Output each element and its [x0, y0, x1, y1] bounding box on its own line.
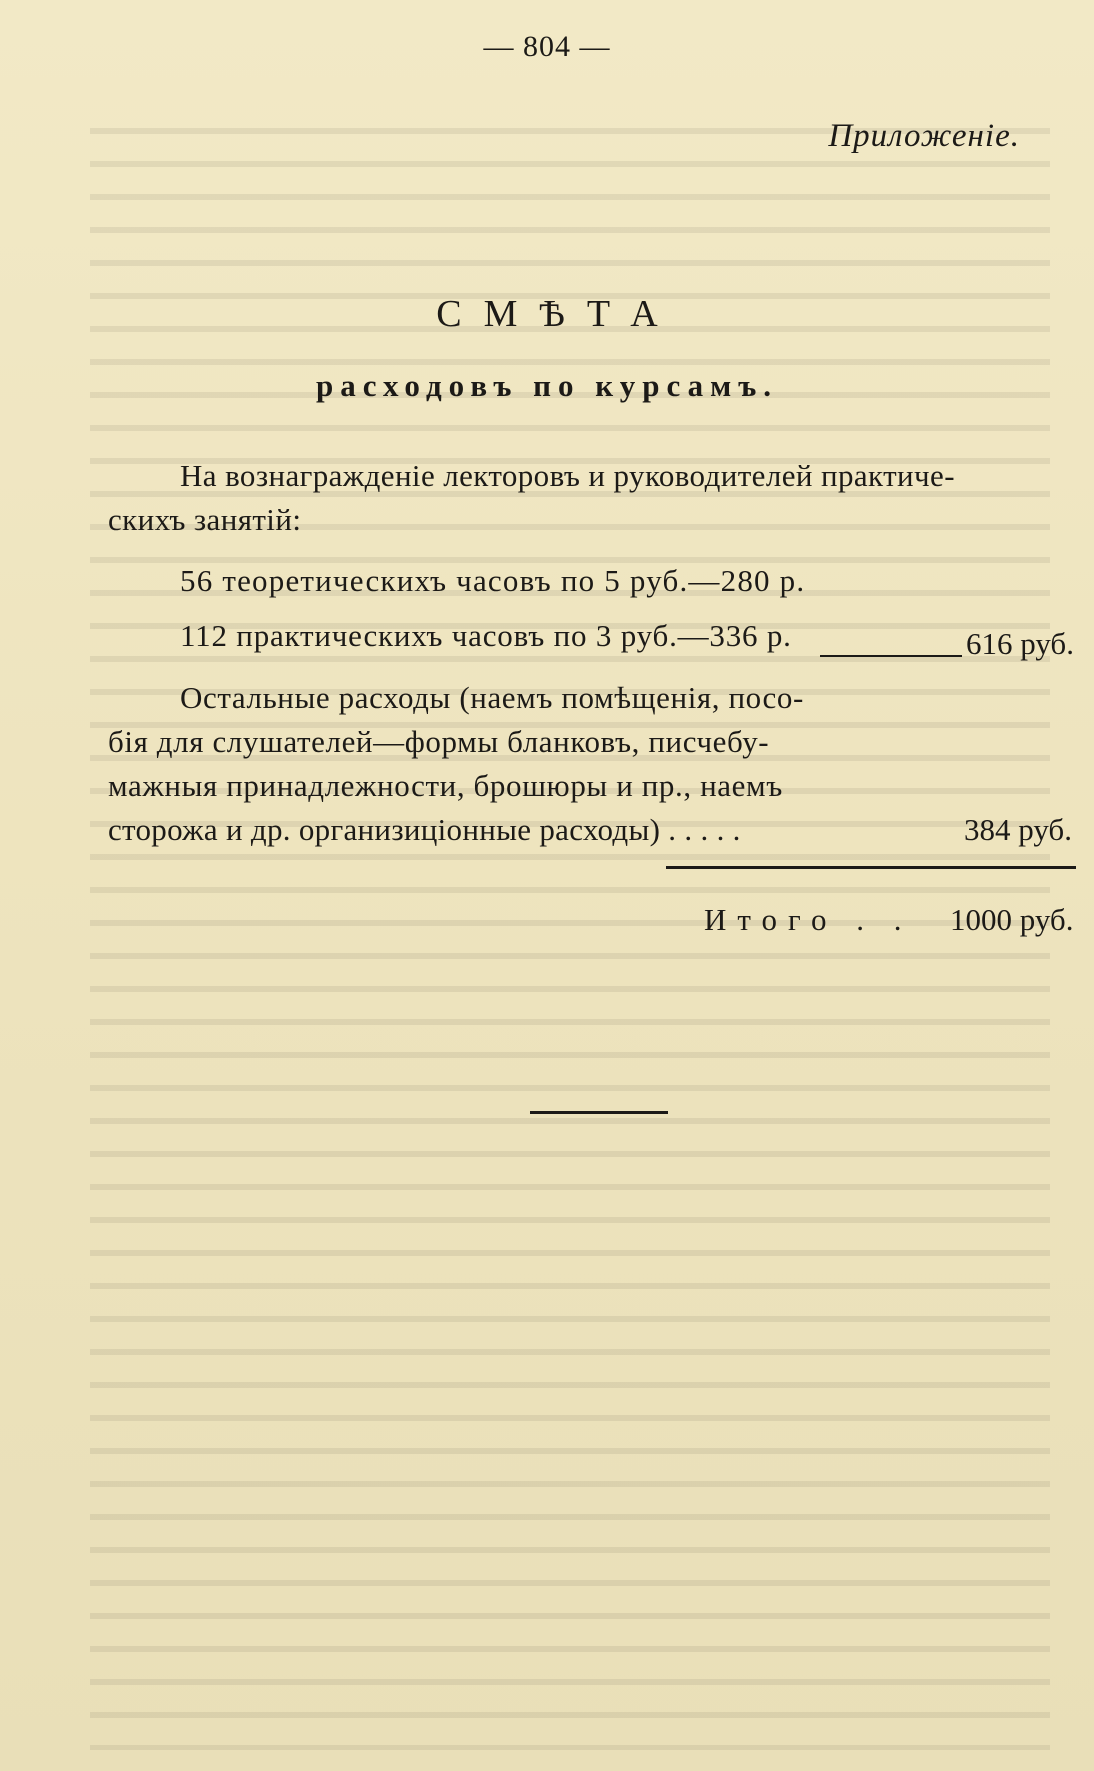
other-expenses-line-3: мажныя принадлежности, брошюры и пр., наемъ: [108, 768, 783, 803]
item-theoretical-hours: 56 теоретическихъ часовъ по 5 руб.—280 р.: [180, 563, 806, 598]
intro-line-1: На вознагражденіе лекторовъ и руководителей практиче-: [180, 458, 955, 493]
lecturers-total: 616 руб.: [966, 626, 1074, 661]
estimate-subtitle: расходовъ по курсамъ.: [315, 368, 779, 403]
appendix-label: Приложеніе.: [828, 118, 1020, 154]
estimate-title: СМѢТА: [436, 293, 680, 335]
grand-total: 1000 руб.: [950, 902, 1074, 937]
subtotal-underline: [820, 655, 962, 657]
total-label: Итого . .: [704, 902, 913, 937]
item-practical-hours: 112 практическихъ часовъ по 3 руб.—336 р.: [180, 618, 792, 653]
intro-line-2: скихъ занятій:: [108, 502, 302, 537]
other-expenses-line-2: бія для слушателей—формы бланковъ, писчебу-: [108, 724, 770, 759]
other-expenses-total: 384 руб.: [964, 812, 1072, 847]
total-rule: [666, 866, 1076, 869]
closing-rule: [530, 1111, 668, 1114]
other-expenses-line-1: Остальные расходы (наемъ помѣщенія, посо-: [180, 680, 804, 715]
other-expenses-line-4: сторожа и др. организиціонные расходы) . . . . .: [108, 812, 741, 847]
page-number: — 804 —: [483, 30, 611, 63]
